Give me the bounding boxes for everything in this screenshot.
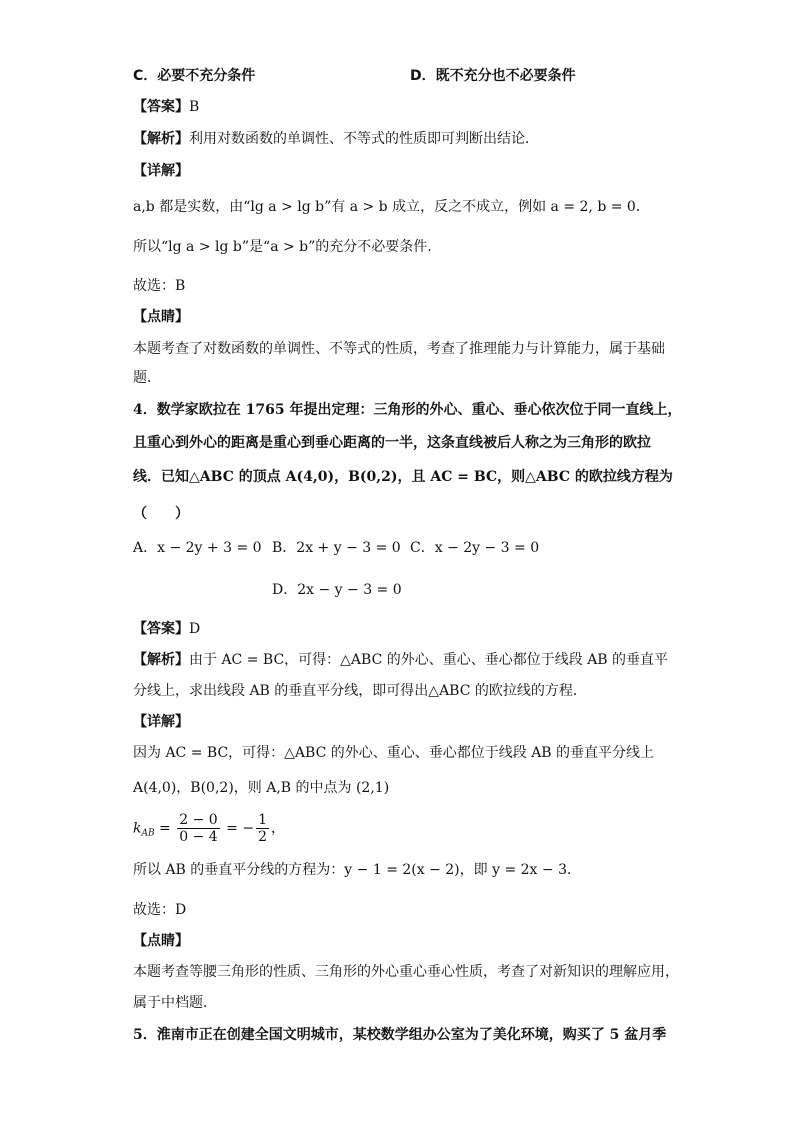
q4-stem-line4: （ ） xyxy=(133,506,189,522)
slope-result-denominator: 2 xyxy=(258,829,267,845)
q4-analysis-line1 xyxy=(133,651,668,669)
q4-comment-line1: 本题考查等腰三角形的性质、三角形的外心重心垂心性质，考查了对新知识的理解应用， xyxy=(133,964,679,980)
analysis-text: 由于 AC = BC，可得：△ABC 的外心、重心、垂心都位于线段 AB 的垂直平 xyxy=(189,652,669,668)
q4-stem-line3: 线．已知△ABC 的顶点 A(4,0)，B(0,2)，且 AC = BC，则△ABC 的欧拉线方程为 xyxy=(133,469,673,485)
answer-value: D xyxy=(189,621,201,637)
slope-equals: = xyxy=(154,820,176,837)
slope-equals-neg: = − xyxy=(221,820,255,837)
q3-choose: 故选：B xyxy=(133,278,186,294)
analysis-text: 利用对数函数的单调性、不等式的性质即可判断出结论． xyxy=(189,131,539,147)
analysis-label: 【解析】 xyxy=(133,652,189,668)
slope-symbol: k xyxy=(133,820,142,837)
q4-comment-label: 【点睛】 xyxy=(133,933,189,949)
q4-detail-line1: 因为 AC = BC，可得：△ABC 的外心、重心、垂心都位于线段 AB 的垂直平分线上 xyxy=(133,745,655,761)
q3-detail-line1: a,b 都是实数，由“lg a > lg b”有 a > b 成立，反之不成立，例如 a = 2, b = 0． xyxy=(133,199,650,215)
q3-comment-label: 【点睛】 xyxy=(133,309,189,325)
q4-option-d: D．2x − y − 3 = 0 xyxy=(272,582,402,598)
q4-detail-line4: 所以 AB 的垂直平分线的方程为：y − 1 = 2(x − 2)，即 y = 2x − 3． xyxy=(133,862,581,878)
q4-comment-line2: 属于中档题． xyxy=(133,995,217,1011)
slope-denominator: 0 − 4 xyxy=(179,829,218,845)
q3-comment-line2: 题． xyxy=(133,370,161,386)
q3-answer xyxy=(133,98,199,116)
q4-analysis-line2: 分线上，求出线段 AB 的垂直平分线，即可得出△ABC 的欧拉线的方程． xyxy=(133,683,587,699)
q5-stem-line1: 5．淮南市正在创建全国文明城市，某校数学组办公室为了美化环境，购买了 5 盆月季 xyxy=(133,1027,667,1043)
slope-result-fraction xyxy=(256,812,269,845)
slope-tail: ， xyxy=(271,820,285,837)
q4-option-b: B．2x + y − 3 = 0 xyxy=(272,540,401,556)
q4-detail-line2: A(4,0)，B(0,2)，则 A,B 的中点为 (2,1) xyxy=(133,780,390,796)
q4-answer xyxy=(133,620,200,638)
q4-option-a: A．x − 2y + 3 = 0 xyxy=(133,540,262,556)
slope-fraction xyxy=(177,812,219,845)
slope-result-numerator: 1 xyxy=(258,812,267,828)
analysis-label: 【解析】 xyxy=(133,131,189,147)
q3-analysis xyxy=(133,130,539,148)
q4-detail-label: 【详解】 xyxy=(133,714,189,730)
q3-option-d: D．既不充分也不必要条件 xyxy=(410,68,576,84)
q3-detail-label: 【详解】 xyxy=(133,163,189,179)
answer-label: 【答案】 xyxy=(133,621,189,637)
slope-numerator: 2 − 0 xyxy=(179,812,218,828)
q4-option-c: C．x − 2y − 3 = 0 xyxy=(410,540,540,556)
answer-label: 【答案】 xyxy=(133,99,189,115)
q3-option-c: C．必要不充分条件 xyxy=(133,68,256,84)
q3-comment-line1: 本题考查了对数函数的单调性、不等式的性质，考查了推理能力与计算能力，属于基础 xyxy=(133,341,665,357)
q4-stem-line1: 4．数学家欧拉在 1765 年提出定理：三角形的外心、重心、垂心依次位于同一直线上， xyxy=(133,402,682,418)
q3-detail-line2: 所以“lg a > lg b”是“a > b”的充分不必要条件. xyxy=(133,239,432,255)
answer-value: B xyxy=(189,99,200,115)
q4-slope-formula xyxy=(133,812,285,845)
q4-stem-line2: 且重心到外心的距离是重心到垂心距离的一半，这条直线被后人称之为三角形的欧拉 xyxy=(133,435,651,451)
slope-subscript: AB xyxy=(141,828,155,839)
q4-choose: 故选：D xyxy=(133,902,187,918)
